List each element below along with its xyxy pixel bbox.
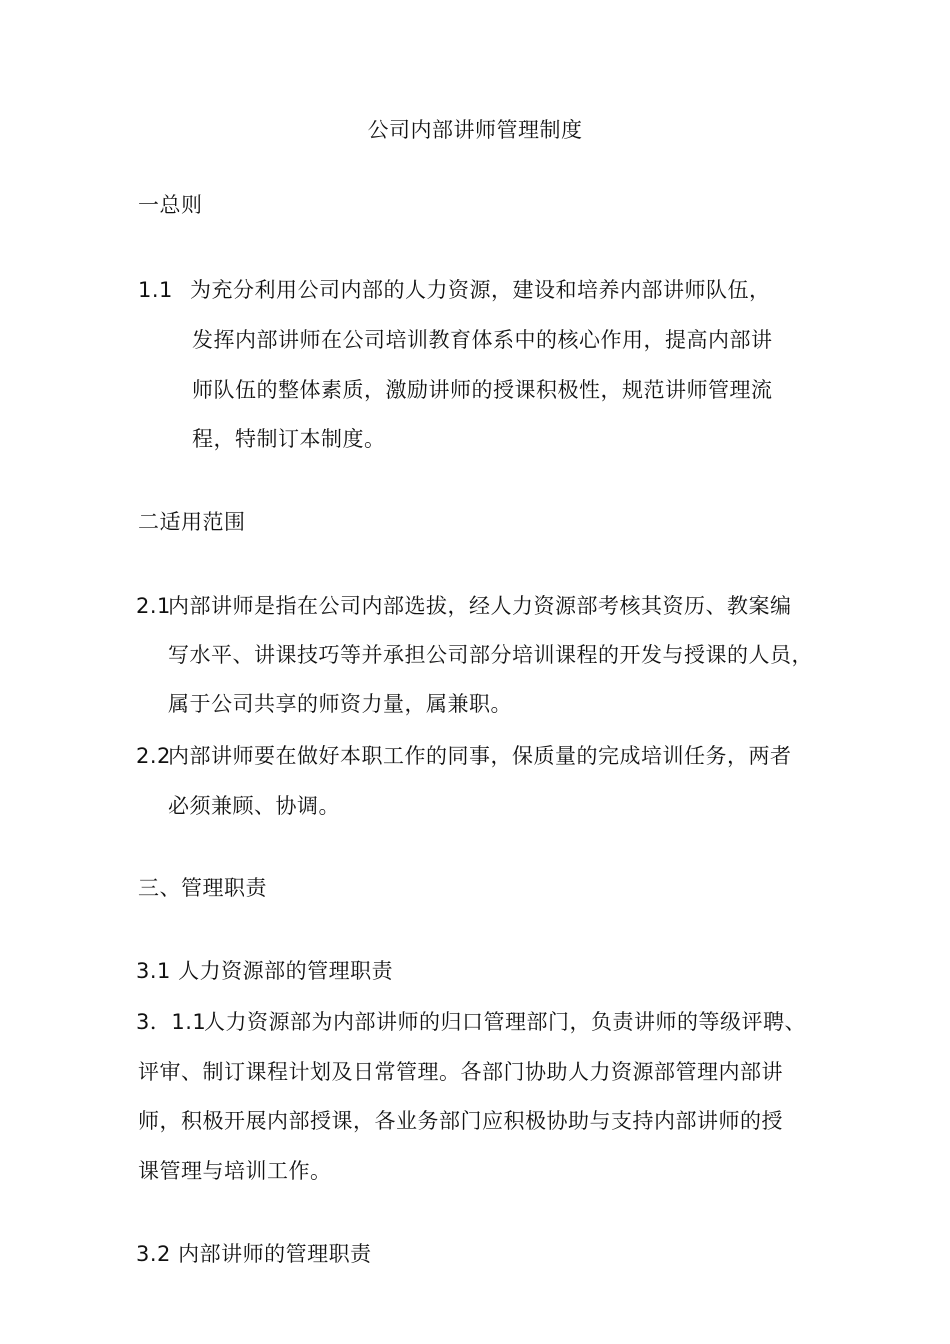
- item-2-1-line-1: 内部讲师是指在公司内部选拔，经人力资源部考核其资历、教案编: [168, 594, 792, 618]
- item-3-1-1-line-3: 师，积极开展内部授课，各业务部门应积极协助与支持内部讲师的授: [138, 1109, 783, 1133]
- item-1-1-line-1: 为充分利用公司内部的人力资源，建设和培养内部讲师队伍，: [190, 278, 771, 302]
- subsection-heading-3-2: 3.2 内部讲师的管理职责: [136, 1242, 372, 1266]
- item-1-1-line-3: 师队伍的整体素质，激励讲师的授课积极性，规范讲师管理流: [192, 378, 773, 402]
- item-number-2-1: 2.1: [136, 594, 171, 618]
- item-number-2-2: 2.2: [136, 744, 171, 768]
- item-2-1-line-2: 写水平、讲课技巧等并承担公司部分培训课程的开发与授课的人员，: [168, 643, 813, 667]
- item-number-1-1: 1.1: [138, 278, 173, 302]
- item-3-1-1-line-4: 课管理与培训工作。: [138, 1159, 332, 1183]
- item-2-1-line-3: 属于公司共享的师资力量，属兼职。: [168, 692, 512, 716]
- item-3-1-1-line-1: 人力资源部为内部讲师的归口管理部门，负责讲师的等级评聘、: [204, 1010, 806, 1034]
- section-heading-responsibilities: 三、管理职责: [138, 876, 267, 900]
- item-number-3-1-1: 3．1.1: [136, 1010, 207, 1034]
- item-1-1-line-4: 程，特制订本制度。: [192, 427, 386, 451]
- subsection-heading-3-1: 3.1 人力资源部的管理职责: [136, 959, 394, 983]
- section-heading-scope: 二适用范围: [138, 510, 246, 534]
- item-2-2-line-1: 内部讲师要在做好本职工作的同事，保质量的完成培训任务，两者: [168, 744, 792, 768]
- document-title: 公司内部讲师管理制度: [367, 118, 583, 142]
- item-1-1-line-2: 发挥内部讲师在公司培训教育体系中的核心作用，提高内部讲: [192, 328, 773, 352]
- section-heading-general: 一总则: [138, 193, 203, 217]
- item-3-1-1-line-2: 评审、制订课程计划及日常管理。各部门协助人力资源部管理内部讲: [138, 1060, 783, 1084]
- item-2-2-line-2: 必须兼顾、协调。: [168, 794, 340, 818]
